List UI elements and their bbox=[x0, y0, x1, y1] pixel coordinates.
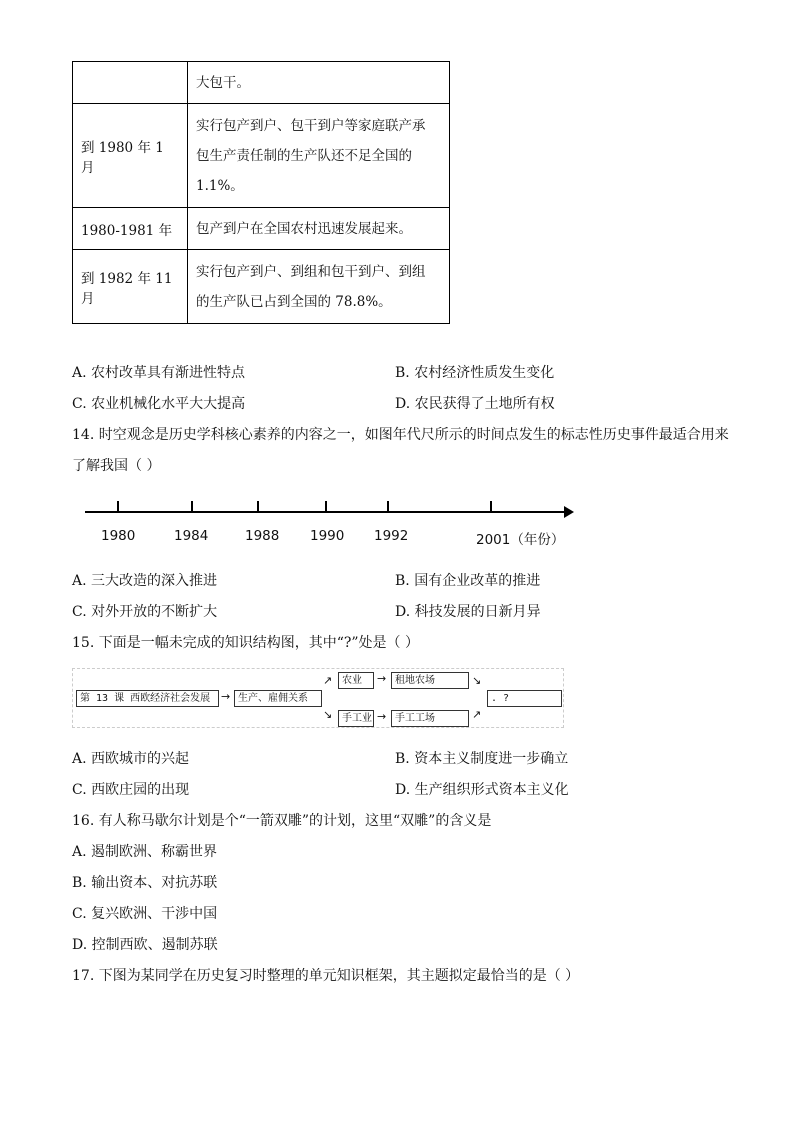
q15-option-c[interactable]: C. 西欧庄园的出现 bbox=[72, 782, 190, 798]
q15-option-b[interactable]: B. 资本主义制度进一步确立 bbox=[395, 751, 569, 767]
q15-option-a[interactable]: A. 西欧城市的兴起 bbox=[72, 751, 190, 767]
table-row bbox=[73, 62, 450, 104]
q16-option-a[interactable]: A. 遏制欧洲、称霸世界 bbox=[72, 844, 218, 860]
time-cell bbox=[73, 62, 188, 104]
arrow-right-icon: → bbox=[377, 710, 387, 723]
desc-cell: 大包干。 bbox=[188, 62, 450, 104]
desc-cell: 包产到户在全国农村迅速发展起来。 bbox=[188, 208, 450, 250]
knowledge-diagram bbox=[72, 668, 564, 728]
diagram-handicraft-box: 手工业 bbox=[338, 710, 374, 727]
q15-stem: 15. 下面是一幅未完成的知识结构图，其中“?”处是（ ） bbox=[72, 635, 419, 651]
q16-stem: 16. 有人称马歇尔计划是个“一箭双雕”的计划，这里“双雕”的含义是 bbox=[72, 813, 492, 829]
timeline-label: 1988 bbox=[245, 528, 280, 544]
diagram-farm-box: 租地农场 bbox=[391, 672, 469, 689]
q14-option-d[interactable]: D. 科技发展的日新月异 bbox=[395, 604, 541, 620]
q16-option-b[interactable]: B. 输出资本、对抗苏联 bbox=[72, 875, 218, 891]
arrow-right-icon: → bbox=[221, 690, 231, 703]
timeline-label: 1990 bbox=[310, 528, 345, 544]
q14-option-a[interactable]: A. 三大改造的深入推进 bbox=[72, 573, 218, 589]
arrow-down-right-icon: ↘ bbox=[323, 708, 333, 721]
q13-option-c[interactable]: C. 农业机械化水平大大提高 bbox=[72, 396, 246, 412]
diagram-production-box: 生产、雇佣关系 bbox=[234, 690, 322, 707]
timeline-axis bbox=[80, 496, 580, 526]
arrow-up-right-icon: ↗ bbox=[472, 708, 482, 721]
q13-option-b[interactable]: B. 农村经济性质发生变化 bbox=[395, 365, 555, 381]
diagram-agriculture-box: 农业 bbox=[338, 672, 374, 689]
arrow-up-right-icon: ↗ bbox=[323, 674, 333, 687]
q15-option-d[interactable]: D. 生产组织形式资本主义化 bbox=[395, 782, 569, 798]
timeline-label: 2001（年份） bbox=[476, 532, 565, 548]
arrow-right-icon: → bbox=[377, 672, 387, 685]
table-row bbox=[73, 250, 450, 324]
q13-option-a[interactable]: A. 农村改革具有渐进性特点 bbox=[72, 365, 246, 381]
desc-cell: 实行包产到户、包干到户等家庭联产承 包生产责任制的生产队还不足全国的 1.1%。 bbox=[188, 104, 450, 208]
timeline-label: 1992 bbox=[374, 528, 409, 544]
timeline-label: 1984 bbox=[174, 528, 209, 544]
desc-cell: 实行包产到户、到组和包干到户、到组 的生产队已占到全国的 78.8%。 bbox=[188, 250, 450, 324]
q16-option-d[interactable]: D. 控制西欧、遏制苏联 bbox=[72, 937, 218, 953]
q14-option-b[interactable]: B. 国有企业改革的推进 bbox=[395, 573, 541, 589]
table-row bbox=[73, 104, 450, 208]
q13-option-d[interactable]: D. 农民获得了土地所有权 bbox=[395, 396, 555, 412]
time-cell: 1980-1981 年 bbox=[73, 208, 188, 250]
q16-option-c[interactable]: C. 复兴欧洲、干涉中国 bbox=[72, 906, 218, 922]
q14-option-c[interactable]: C. 对外开放的不断扩大 bbox=[72, 604, 218, 620]
data-table bbox=[72, 61, 450, 324]
diagram-lesson-box: 第 13 课 西欧经济社会发展 bbox=[76, 690, 219, 707]
timeline-label: 1980 bbox=[101, 528, 136, 544]
diagram-workshop-box: 手工工场 bbox=[391, 710, 469, 727]
q14-stem-line1: 14. 时空观念是历史学科核心素养的内容之一，如图年代尺所示的时间点发生的标志性历史事件最适合用来 bbox=[72, 427, 729, 443]
table-row bbox=[73, 208, 450, 250]
q14-stem-line2: 了解我国（ ） bbox=[72, 458, 161, 474]
diagram-question-box: . ? bbox=[487, 690, 562, 707]
arrow-down-right-icon: ↘ bbox=[472, 674, 482, 687]
timeline-arrowhead bbox=[564, 506, 574, 518]
time-cell: 到 1980 年 1 月 bbox=[73, 104, 188, 208]
q17-stem: 17. 下图为某同学在历史复习时整理的单元知识框架，其主题拟定最恰当的是（ ） bbox=[72, 968, 580, 984]
time-cell: 到 1982 年 11 月 bbox=[73, 250, 188, 324]
